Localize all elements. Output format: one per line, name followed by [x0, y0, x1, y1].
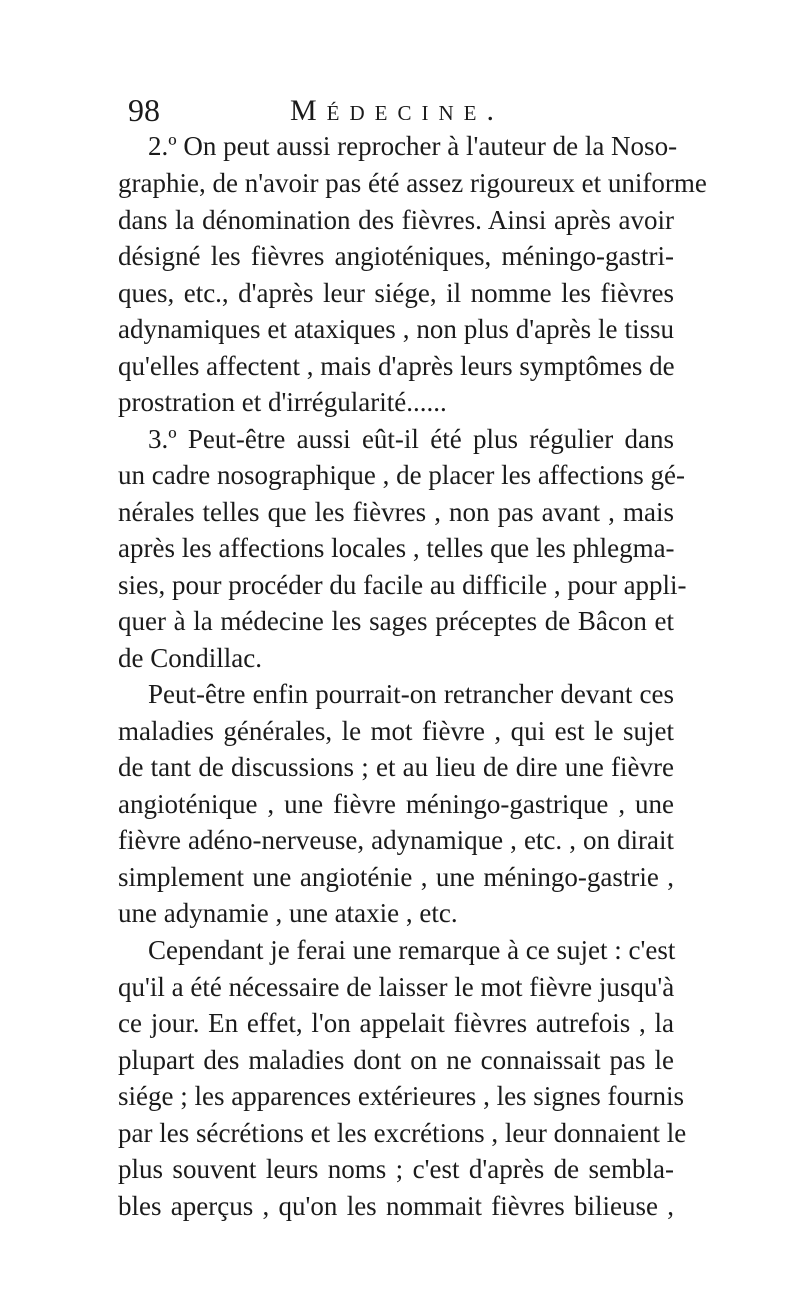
text-line: nérales telles que les fièvres , non pas avant , mais: [118, 497, 674, 527]
text-line: quer à la médecine les sages préceptes de Bâcon et: [118, 606, 674, 636]
text-line: maladies générales, le mot fièvre , qui est le sujet: [118, 716, 674, 746]
text-line: Peut-être enfin pourrait-on retrancher devant ces: [148, 679, 674, 709]
text-line: après les affections locales , telles que les phlegma-: [118, 533, 675, 563]
text-line: plus souvent leurs noms ; c'est d'après de sembla-: [118, 1154, 674, 1184]
text-line: simplement une angioténie , une méningo-gastrie ,: [118, 862, 674, 892]
text-line: qu'il a été nécessaire de laisser le mot fièvre jusqu'à: [118, 972, 675, 1002]
text-line: ques, etc., d'après leur siége, il nomme les fièvres: [118, 278, 674, 308]
text-line: désigné les fièvres angioténiques, méningo-gastri-: [118, 241, 674, 271]
text-line: adynamiques et ataxiques , non plus d'après le tissu: [118, 314, 674, 344]
text-line: plupart des maladies dont on ne connaissait pas le: [118, 1045, 674, 1075]
text-line: bles aperçus , qu'on les nommait fièvres bilieuse ,: [118, 1191, 674, 1221]
text-line: angioténique , une fièvre méningo-gastrique , une: [118, 789, 674, 819]
text-line: siége ; les apparences extérieures , les signes fournis: [118, 1081, 685, 1111]
text-line: 2.º On peut aussi reprocher à l'auteur de la Noso-: [148, 131, 678, 161]
text-line: prostration et d'irrégularité......: [118, 387, 447, 417]
text-line: une adynamie , une ataxie , etc.: [118, 898, 458, 928]
text-line: dans la dénomination des fièvres. Ainsi après avoir: [118, 205, 674, 235]
text-line: fièvre adéno-nerveuse, adynamique , etc. , on dirait: [118, 825, 674, 855]
text-line: graphie, de n'avoir pas été assez rigoureux et uniforme: [118, 168, 707, 198]
text-line: qu'elles affectent , mais d'après leurs symptômes de: [118, 351, 675, 381]
text-line: de tant de discussions ; et au lieu de dire une fièvre: [118, 752, 674, 782]
text-line: sies, pour procéder du facile au difficile , pour appli-: [118, 570, 687, 600]
text-line: ce jour. En effet, l'on appelait fièvres autrefois , la: [118, 1008, 674, 1038]
text-line: 3.º Peut-être aussi eût-il été plus régulier dans: [148, 424, 674, 454]
text-line: par les sécrétions et les excrétions , leur donnaient le: [118, 1118, 687, 1148]
page-number: 98: [128, 92, 160, 128]
text-line: un cadre nosographique , de placer les affections gé-: [118, 460, 686, 490]
text-line: Cependant je ferai une remarque à ce sujet : c'est: [148, 935, 676, 965]
running-title: Médecine.: [290, 94, 504, 127]
text-line: de Condillac.: [118, 643, 262, 673]
